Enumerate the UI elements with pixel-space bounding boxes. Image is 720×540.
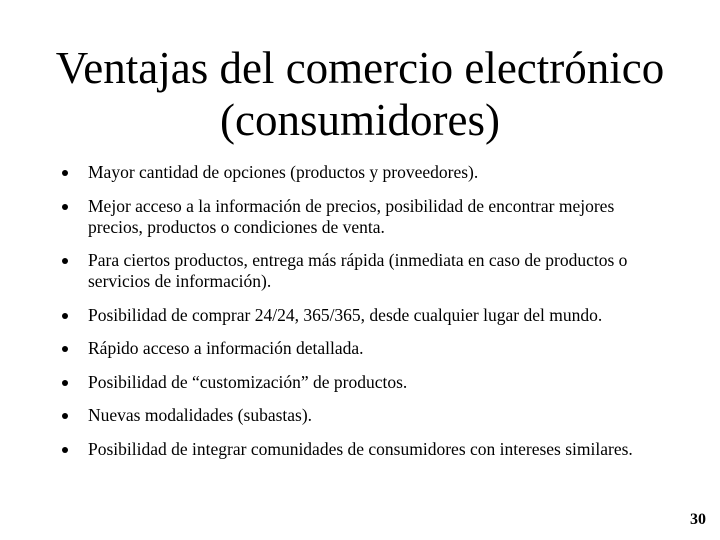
bullet-item — [60, 439, 660, 460]
bullet-text: Nuevas modalidades (subastas). — [88, 405, 313, 425]
slide-title: Ventajas del comercio electrónico (consumidores) — [55, 43, 665, 145]
bullet-dot-icon — [62, 346, 68, 352]
bullet-dot-icon — [62, 313, 68, 319]
bullet-item — [60, 305, 660, 326]
bullet-item — [60, 250, 660, 292]
bullet-text: Mejor acceso a la información de precios, posibilidad de encontrar mejores precios, productos o condiciones de venta. — [88, 195, 615, 237]
bullet-dot-icon — [62, 204, 68, 210]
bullet-text: Posibilidad de “customización” de productos. — [88, 371, 408, 392]
bullet-text: Mayor cantidad de opciones (productos y proveedores). — [88, 162, 479, 182]
bullet-dot-icon — [62, 258, 68, 264]
bullet-dot-icon — [62, 380, 68, 386]
bullet-item — [60, 405, 660, 426]
bullet-text: Posibilidad de comprar 24/24, 365/365, desde cualquier lugar del mundo. — [88, 304, 603, 325]
bullet-dot-icon — [62, 413, 68, 419]
bullet-dot-icon — [62, 447, 68, 453]
bullet-item — [60, 338, 660, 359]
page-number: 30 — [690, 511, 706, 528]
bullet-item — [60, 196, 660, 238]
bullet-text: Posibilidad de integrar comunidades de consumidores con intereses similares. — [88, 438, 633, 459]
bullet-text: Rápido acceso a información detallada. — [88, 338, 364, 358]
bullet-item — [60, 162, 660, 183]
bullet-dot-icon — [62, 170, 68, 176]
bullet-item — [60, 372, 660, 393]
bullet-text: Para ciertos productos, entrega más rápida (inmediata en caso de productos o servicios de información). — [88, 250, 628, 291]
bullet-list — [60, 162, 660, 472]
